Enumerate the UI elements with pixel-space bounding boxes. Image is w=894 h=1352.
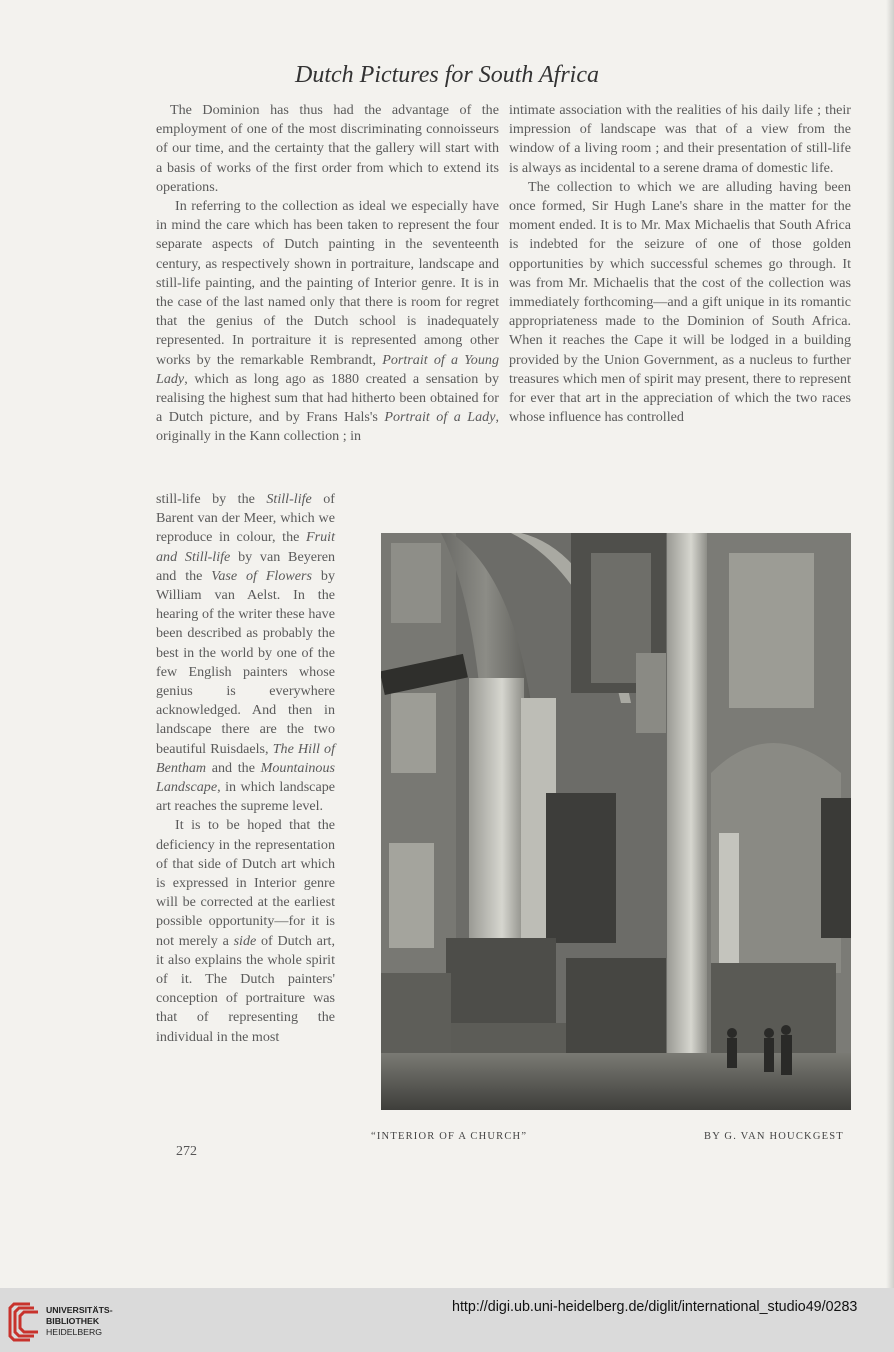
paragraph: intimate association with the realities of his daily life ; their impression of landscape was that of a view from the window of a living room ; and their presentation of still-life is always as incidental to a serene drama of domestic life. [509, 102, 851, 176]
right-column [509, 101, 851, 427]
page-number: 272 [176, 1144, 197, 1159]
paragraph: The collection to which we are alluding having been once formed, Sir Hugh Lane's share in the matter for the moment ended. It is to Mr. Max Michaelis that South Africa is indebted for the seizure of one of those golden opportunities by which successful schemes go through. It was from Mr. Michaelis that the cost of the collection was immediately forthcoming—and a gift unique in its romantic appropriateness made to the Dominion of South Africa. When it reaches the Cape it will be lodged in a building provided by the Union Government, as a nucleus to further treasures which men of spirit may present, there to represent for ever that art in the appreciation of which the two races whose influence has controlled [509, 178, 851, 426]
church-interior-painting [381, 533, 851, 1110]
viewer-footer [0, 1288, 894, 1352]
painting-title: Mountainous Landscape [156, 759, 335, 796]
university-library-logo-icon [8, 1302, 42, 1342]
paragraph: The Dominion has thus had the advantage of the employment of one of the most discriminating connoisseurs of our time, and the certainty that the gallery will start with a basis of works of the first order from which to extend its operations. [156, 102, 499, 195]
library-line-3: HEIDELBERG [46, 1327, 103, 1337]
text-run: , which as long ago as 1880 created a sensation by realising the highest sum that had hitherto been obtained for a Dutch picture, and by Frans Hals's [156, 370, 499, 426]
text-run: by William van Aelst. In the hearing of the writer these have been described as probably the best in the world by one of the few English painters whose genius is everywhere acknowledged. And then in landscape there are the two beautiful Ruisdaels, [156, 567, 335, 757]
library-line-1: UNIVERSITÄTS- [46, 1305, 113, 1315]
library-name [46, 1305, 113, 1338]
narrow-column [156, 490, 335, 1047]
text-run: It is to be hoped that the deficiency in the representation of that side of Dutch art which is expressed in Interior genre will be corrected at the earliest possible opportunity—for it is not merely a [156, 817, 335, 949]
text-run: still-life by the [156, 491, 267, 507]
paragraph [156, 816, 335, 1046]
painting-title: The Hill of Bentham [156, 740, 336, 776]
figure-caption-artist: BY G. VAN HOUCKGEST [704, 1131, 844, 1142]
text-run: by van Beyeren and the [156, 548, 335, 584]
painting-title: Portrait of a Lady [384, 409, 496, 426]
text-run: In referring to the collection as ideal we especially have in mind the care which has been taken to represent the four separate aspects of Dutch painting in the seventeenth century, as respectively shown in portraiture, landscape and still-life painting, and the painting of Interior genre. It is in the case of the last named only that there is room for regret that the genius of the Dutch school is inadequately represented. In portraiture it is represented among other works by the remarkable Rembrandt, [156, 198, 499, 368]
emphasis: side [233, 932, 257, 949]
permalink-url[interactable]: http://digi.ub.uni-heidelberg.de/diglit/international_studio49/0283 [452, 1299, 858, 1315]
paragraph [156, 490, 335, 816]
library-line-2: BIBLIOTHEK [46, 1316, 100, 1326]
text-run: , originally in the Kann collection ; in [156, 409, 500, 445]
painting-title: Portrait of a Young Lady [156, 351, 499, 387]
painting-title: Still-life [266, 491, 312, 507]
text-run: and the [206, 759, 261, 776]
painting-title: Fruit and Still-life [156, 529, 335, 565]
figure-caption-title: “INTERIOR OF A CHURCH” [371, 1131, 528, 1142]
text-run: of Barent van der Meer, which we reproduce in colour, the [156, 491, 335, 546]
logo-mark [20, 1312, 38, 1332]
page-title: Dutch Pictures for South Africa [295, 62, 599, 88]
paragraph [156, 197, 499, 447]
text-run: , in which landscape art reaches the supreme level. [156, 779, 335, 815]
text-run: of Dutch art, it also explains the whole spirit of it. The Dutch painters' conception of portraiture was that of representing the individual in the most [156, 932, 335, 1045]
left-column [156, 101, 499, 447]
painting-title: Vase of Flowers [211, 567, 313, 584]
